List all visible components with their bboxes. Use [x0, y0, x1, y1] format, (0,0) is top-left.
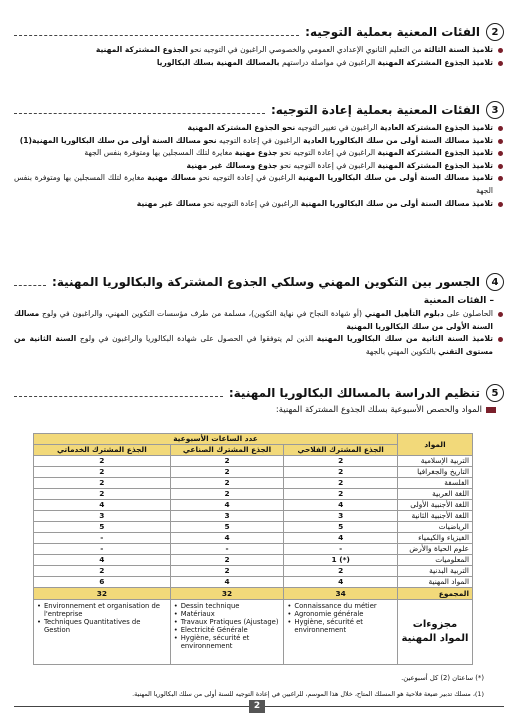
section-5-title: تنظيم الدراسة بالمسالك البكالوريا المهنية: — [228, 386, 480, 400]
section-4-header — [14, 272, 504, 292]
section-rule — [14, 396, 223, 397]
table-row: التاريخ والجغرافيا 2 2 2 — [34, 467, 473, 478]
section-3-number: 3 — [486, 101, 504, 119]
modules-list: • Environnement et organisation de l'entreprise • Techniques Quantitatives de Gestion — [34, 600, 171, 665]
section-rule — [14, 35, 299, 36]
table-row: اللغة الأجنبية الثانية 3 3 3 — [34, 511, 473, 522]
section-3-title: الفئات المعنية بعملية إعادة التوجيه: — [270, 103, 480, 117]
list-item: تلاميذ السنة الثالثة من التعليم الثانوي الإعدادي العمومي والخصوصي الراغبون في التوجيه نحو الجذوع المشتركة المهنية — [14, 44, 504, 57]
table-row: الفيزياء والكيمياء 4 4 - — [34, 533, 473, 544]
section-5-subtitle: المواد والحصص الأسبوعية بسلك الجذوع المشتركة المهنية: — [14, 405, 504, 415]
hours-header: عدد الساعات الأسبوعية — [34, 434, 398, 445]
total-label: المجموع — [398, 588, 473, 600]
subjects-hours-table — [33, 433, 473, 665]
subjects-header: المواد — [398, 434, 473, 456]
table-row: المواد المهنية 4 4 6 — [34, 577, 473, 588]
table-row: اللغة العربية 2 2 2 — [34, 489, 473, 500]
table-row: التربية البدنية 2 2 2 — [34, 566, 473, 577]
table-row: اللغة الأجنبية الأولى 4 4 4 — [34, 500, 473, 511]
section-5-header — [14, 383, 504, 403]
list-item: تلاميذ السنة الثانية من سلك البكالوريا المهنية الذين لم يتوفقوا في الحصول على شهادة البكالوريا والراغبون في ولوج السنة الثانية من مستوى التقني بالتكوين المهني بالجهة — [14, 333, 504, 358]
table-row: علوم الحياة والأرض - - - — [34, 544, 473, 555]
table-row: المعلوميات (*) 1 2 4 — [34, 555, 473, 566]
section-rule — [14, 285, 46, 286]
section-4-number: 4 — [486, 273, 504, 291]
column-header: الجذع المشترك الخدماتي — [34, 445, 171, 456]
section-rule — [14, 113, 265, 114]
total-value: 32 — [34, 588, 171, 600]
total-value: 32 — [170, 588, 284, 600]
modules-row — [34, 600, 473, 665]
total-row — [34, 588, 473, 600]
section-2-number: 2 — [486, 23, 504, 41]
section-2 — [14, 22, 504, 69]
page-number: 2 — [249, 700, 265, 713]
column-header: الجذع المشترك الصناعي — [170, 445, 284, 456]
column-header: الجذع المشترك الفلاحي — [284, 445, 398, 456]
table-row: التربية الإسلامية 2 2 2 — [34, 456, 473, 467]
footnote: (1)، مسلك تدبير ضيعة فلاحية هو المسلك المتاح، خلال هذا الموسم، للراغبين في إعادة التوجيه للسنة أولى من سلك البكالوريا المهنية. — [132, 690, 484, 698]
table-row: الفلسفة 2 2 2 — [34, 478, 473, 489]
section-2-header — [14, 22, 504, 42]
section-4-subheading: – الفئات المعنية — [14, 296, 504, 306]
section-4-title: الجسور بين التكوين المهني وسلكي الجذوع المشتركة والبكالوريا المهنية: — [52, 275, 480, 289]
list-item: تلاميذ مسالك السنة أولى من سلك البكالوريا العادية الراغبون في إعادة التوجيه نحو مسالك السنة أولى من سلك البكالوريا المهنية(1) — [14, 135, 504, 148]
section-4 — [14, 272, 504, 358]
list-item: تلاميذ الجذوع المشتركة المهنية الراغبون في إعادة التوجيه نحو جذوع ومسالك غير مهنية — [14, 160, 504, 173]
list-item: تلاميذ مسالك السنة أولى من سلك البكالوريا المهنية الراغبون في إعادة التوجيه نحو مسالك غير مهنية — [14, 198, 504, 211]
section-5-number: 5 — [486, 384, 504, 402]
list-item: تلاميذ الجذوع المشتركة العادية الراغبون في تغيير التوجيه نحو الجذوع المشتركة المهنية — [14, 122, 504, 135]
list-item: الحاصلون على دبلوم التأهيل المهني (أو شهادة النجاح في نهاية التكوين)، مسلمة من طرف مؤسسات التكوين المهني، والراغبون في ولوج مسالك السنة الأولى من سلك البكالوريا المهنية — [14, 308, 504, 333]
footnote: (*) ساعتان (2) كل أسبوعين. — [401, 674, 484, 682]
list-item: تلاميذ الجذوع المشتركة المهنية الراغبون في إعادة التوجيه نحو جذوع مهنية مغايرة لتلك المسجلين بها ومتوفرة بنفس الجهة — [14, 147, 504, 160]
total-value: 34 — [284, 588, 398, 600]
section-3-header — [14, 100, 504, 120]
section-5 — [14, 383, 504, 415]
section-3 — [14, 100, 504, 210]
list-item: تلاميذ مسالك السنة أولى من سلك البكالوريا المهنية الراغبون في إعادة التوجيه نحو مسالك مهنية مغايرة لتلك المسجلين بها ومتوفرة بنفس الجهة — [14, 172, 504, 197]
list-item: تلاميذ الجذوع المشتركة المهنية الراغبون في مواصلة دراستهم بالمسالك المهنية بسلك البكالوريا — [14, 57, 504, 70]
modules-list: • Dessin technique • Matériaux • Travaux Pratiques (Ajustage) • Electricité Générale • Hygiène, sécurité et environnement — [170, 600, 284, 665]
section-2-title: الفئات المعنية بعملية التوجيه: — [305, 25, 480, 39]
bar-marker-icon — [486, 407, 496, 413]
modules-label: مجزوءات المواد المهنية — [398, 600, 473, 665]
table-row: الرياضيات 5 5 5 — [34, 522, 473, 533]
modules-list: • Connaissance du métier • Agronomie générale • Hygiène, sécurité et environnement — [284, 600, 398, 665]
